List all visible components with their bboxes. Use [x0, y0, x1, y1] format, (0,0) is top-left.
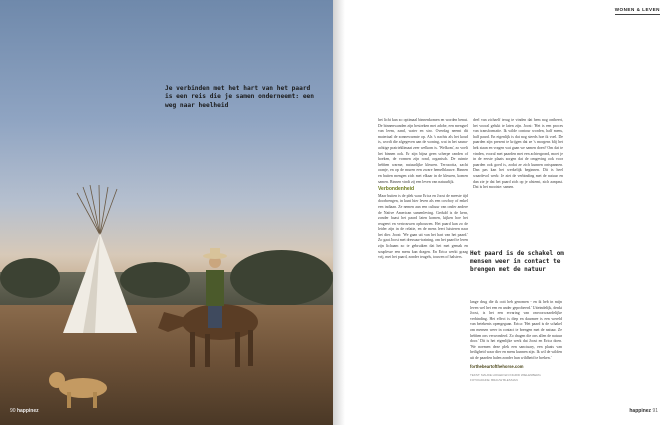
pull-quote: Het paard is de schakel om mensen weer in contact te brengen met de natuur — [470, 250, 564, 274]
credits-photo: FOTOGRAFIE: BRAUW BLESSIAN — [470, 377, 518, 382]
dog — [45, 366, 115, 411]
subhead: Verbondenheid — [378, 186, 415, 193]
magazine-brand: happinez — [629, 408, 652, 414]
column-1-paragraph: het licht kan zo optimaal binnenkomen en worden benut. De binnenwanden zijn bestreken met adobe, een mengsel van leem, zand, water en stro. Overdag neemt dit materiaal de zonnewarmte op. Als 's nachts als het koud is, wordt die afgegeven aan de woning, wat in het sauna-achtige prairieklimaat zeer welkom is. 'Welkom', zo voelt het binnen ook. Er zijn bijna geen scherpe randen of hoeken, de vormen zijn rond, organisch. De ruimte hebben warme, natuurlijke kleuren. Terracotta, zacht oranje, en op de muren een zware hemelblauwe. Binnen en buiten mengen zich met elkaar in de kleuren, komen samen. Binnen vindt zij een leven van natuurlijk. — [378, 118, 468, 184]
teepee-illustration — [55, 185, 145, 335]
page-number: 91 — [652, 408, 658, 414]
spread-gutter — [333, 0, 345, 425]
intro-quote: Je verbinden met het hart van het paard is een reis die je samen onderneemt: een weg naar heelheid — [165, 85, 315, 109]
column-1-paragraph-2: Maar buiten is de plek waar Erica en Joost de meeste tijd doorbrengen, in kunt hier leven als een cowboy of enkel een indiaan. Ze nemen aan een cultuur van onder andere de Native American samenleving. Geduld is de kern, zonder haast het paard laten komen, kijken hoe het reageert en vertrouwen opbouwen. Het paard kan zo de leider zijn in de relatie, en de mens leert luisteren naar het dier. Joost: 'We gaan uit van het hart van het paard.' Zo gaat Joost met dressuur-training, om het paard te leren zijn lichaam zo te gebruiken dat het met gemak en souplesse een mens kan dragen. En Erica werkt graag vrij, met het paard, zonder teugels, touwen of halsters. — [378, 193, 468, 260]
column-2-paragraph: deel van zichzelf terug te vinden dat hem nog ontbeert, het vooral gelukt te laten zijn. Joost: 'Het is een proces van transformatie. Ik wilde contour worden, half mens, half paard. En eigenlijk is dat nog steeds hoe ik voel. De paarden zijn present te krijgen dat ze 's morgens blij het hek staan en vragen wat gaan we samen doen? Om dat te vinden, vooral met paarden met een achtergrond, moet je in de eerste plaats zorgen dat de omgeving ook voor paarden ook goed is, zodat ze zich kunnen ontspannen. Dan pas kan het werkelijk beginnen. Dit is heel waardevol werk: Je ziet de verbinding met de natuur en dan zie je dat het paard zich op je afstemt, zich aanpast. Dat is het mooiste: samen. — [473, 118, 563, 190]
credits-text: TEKST: MAUDE HOGER EN INGRID WIELENBERG — [470, 373, 541, 378]
website-link[interactable]: forthebeartofthehorse.com — [470, 363, 524, 369]
column-3-paragraph: lange drug die ik ooit heb genomen - en ik heb in mijn leven wel het een en ander geprobeerd.' Uiteindelijk, denkt Joost, is het een ervaring van onvoorwaardelijke verbinding. Het effect is diep en daarmee is een wereld van betekenis opengegaan. Erica: 'Het paard is de schakel om mensen weer in contact te brengen met de natuur. Ze hebben ons verwonderd. Zo dragen die ons allen de natuur door.' Dit is het eigenlijke werk dat Joost en Erica doen. 'We noemen deze plek een sanctuary, een plaats van heiligheid waar dier en mens kunnen zijn. Ik wil de wilden uit de paarden halen zonder hun wildheid te breken.' — [470, 300, 562, 360]
tree — [0, 258, 60, 298]
article-column-1 — [378, 118, 468, 403]
rider-on-horse — [150, 240, 260, 370]
page-number: 90 — [10, 408, 16, 414]
page-footer-left — [10, 408, 39, 414]
section-label: WONEN & LEVEN — [615, 7, 660, 15]
magazine-brand: happinez — [16, 408, 39, 414]
page-footer-right — [629, 408, 658, 414]
article-column-3 — [470, 300, 562, 400]
article-column-2 — [473, 118, 563, 243]
credits — [470, 373, 562, 382]
